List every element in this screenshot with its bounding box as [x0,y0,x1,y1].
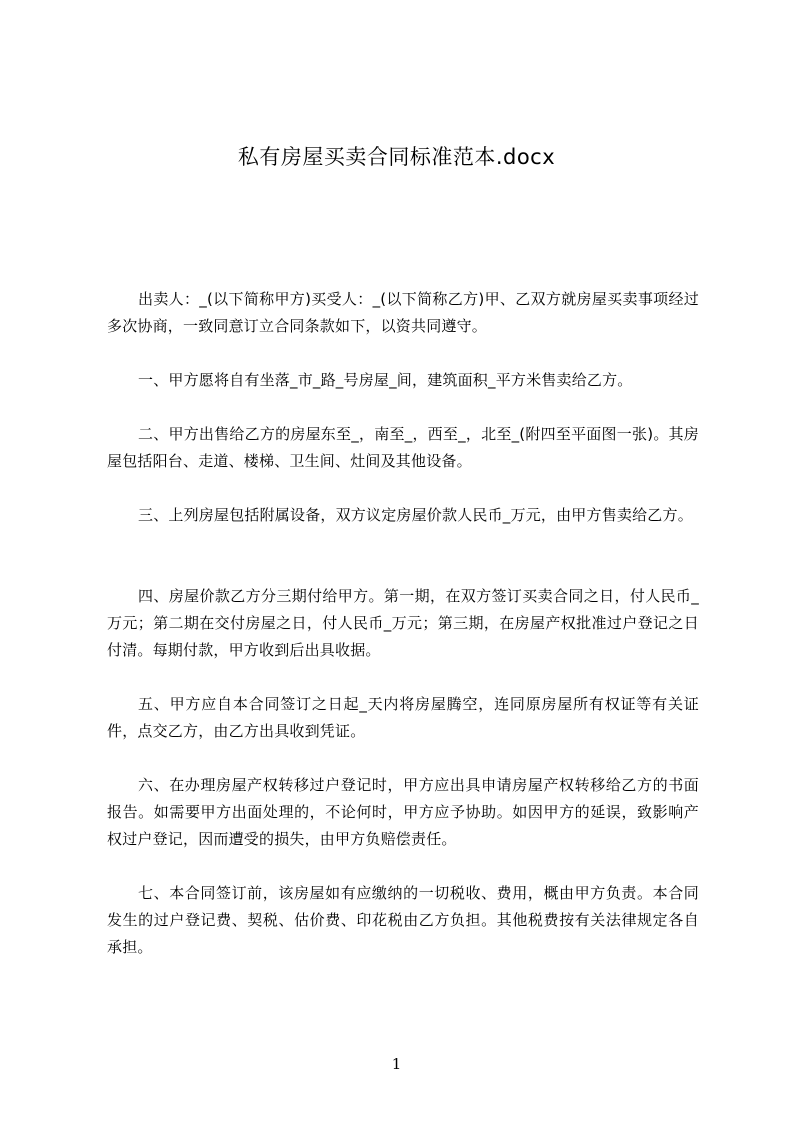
paragraph-clause-6: 六、在办理房屋产权转移过户登记时，甲方应出具申请房屋产权转移给乙方的书面报告。如需要甲方出面处理的，不论何时，甲方应予协助。如因甲方的延误，致影响产权过户登记，因而遭受的损失，由甲方负赔偿责任。 [107,776,699,848]
paragraph-clause-2: 二、甲方出售给乙方的房屋东至_，南至_，西至_，北至_(附四至平面图一张)。其房屋包括阳台、走道、楼梯、卫生间、灶间及其他设备。 [107,425,699,470]
page-number: 1 [391,1055,402,1073]
paragraph-clause-4: 四、房屋价款乙方分三期付给甲方。第一期，在双方签订买卖合同之日，付人民币_万元；第二期在交付房屋之日，付人民币_万元；第三期，在房屋产权批准过户登记之日付清。每期付款，甲方收到后出具收据。 [107,587,699,659]
paragraph-clause-7: 七、本合同签订前，该房屋如有应缴纳的一切税收、费用，概由甲方负责。本合同发生的过户登记费、契税、估价费、印花税由乙方负担。其他税费按有关法律规定各自承担。 [107,884,699,956]
paragraph-clause-5: 五、甲方应自本合同签订之日起_天内将房屋腾空，连同原房屋所有权证等有关证件，点交乙方，由乙方出具收到凭证。 [107,695,699,740]
document-title: 私有房屋买卖合同标准范本.docx [237,145,556,169]
paragraph-intro: 出卖人：_(以下简称甲方)买受人：_(以下简称乙方)甲、乙双方就房屋买卖事项经过多次协商，一致同意订立合同条款如下，以资共同遵守。 [107,290,699,335]
paragraph-clause-3: 三、上列房屋包括附属设备，双方议定房屋价款人民币_万元，由甲方售卖给乙方。 [138,506,693,524]
paragraph-clause-1: 一、甲方愿将自有坐落_市_路_号房屋_间，建筑面积_平方米售卖给乙方。 [138,371,633,389]
